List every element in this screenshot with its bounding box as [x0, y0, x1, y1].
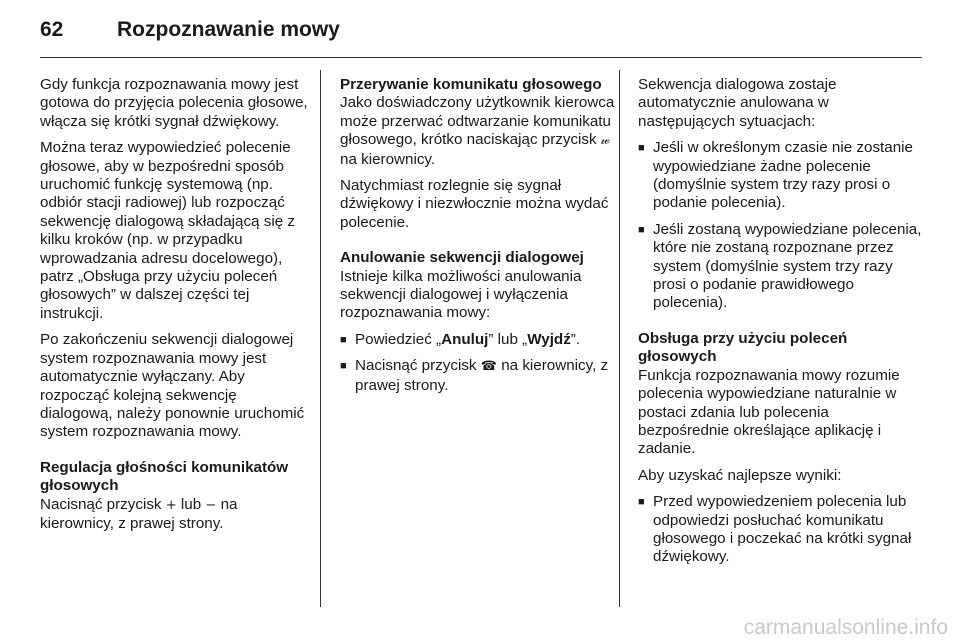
paragraph: Sekwencja dialogowa zostaje automatycznie anulowana w następujących sytuacjach: — [638, 76, 837, 130]
list-item: ■ Nacisnąć przycisk ☎ na kierownicy, z prawej strony. — [340, 357, 615, 395]
column-right — [638, 76, 923, 575]
column-divider — [320, 70, 321, 607]
phone-end-icon: ☎ — [480, 359, 497, 375]
plus-icon: + — [165, 497, 177, 513]
list-item: ■ Powiedzieć „Anuluj” lub „Wyjdź”. — [340, 331, 615, 349]
bullet-list — [638, 139, 923, 313]
column-divider — [619, 70, 620, 607]
paragraph: Nacisnąć przycisk + lub − na kierownicy, z prawej strony. — [40, 495, 238, 532]
section-heading: Regulacja głośności komunikatów głosowych — [40, 458, 289, 495]
voice-control-icon: 𝓌 — [600, 133, 610, 149]
bullet-list — [340, 331, 615, 395]
bullet-list — [638, 493, 923, 567]
minus-icon: − — [205, 497, 217, 513]
page-header — [40, 18, 920, 48]
paragraph: Gdy funkcja rozpoznawania mowy jest gotowa do przyjęcia polecenia głosowe, włącza się krótki sygnał dźwiękowy. — [40, 76, 308, 130]
list-item: ■ Przed wypowiedzeniem polecenia lub odpowiedzi posłuchać komunikatu głosowego i poczekać na krótki sygnał dźwiękowy. — [638, 493, 923, 567]
watermark: carmanualsonline.info — [743, 616, 948, 639]
paragraph: Istnieje kilka możliwości anulowania sekwencji dialogowej i wyłączenia rozpoznawania mowy: — [340, 267, 582, 322]
page-title: Rozpoznawanie mowy — [117, 18, 340, 41]
paragraph: Aby uzyskać najlepsze wyniki: — [638, 466, 842, 484]
column-left — [40, 76, 310, 541]
paragraph: Natychmiast rozlegnie się sygnał dźwiękowy i niezwłocznie można wydać polecenie. — [340, 177, 609, 231]
paragraph: Po zakończeniu sekwencji dialogowej system rozpoznawania mowy jest automatycznie wyłączany. Aby rozpocząć kolejną sekwencję dialogową, należy ponownie uruchomić system rozpoznawania mowy. — [40, 331, 305, 441]
list-item: ■ Jeśli w określonym czasie nie zostanie wypowiedziane żadne polecenie (domyślnie system trzy razy prosi o podanie polecenia). — [638, 139, 923, 213]
section-heading: Anulowanie sekwencji dialogowej — [340, 249, 584, 267]
page-number: 62 — [40, 18, 64, 41]
section-heading: Obsługa przy użyciu poleceń głosowych — [638, 329, 848, 366]
paragraph: Funkcja rozpoznawania mowy rozumie polecenia wypowiedziane naturalnie w postaci zdania lub polecenia bezpośrednie określające aplikację i zadanie. — [638, 366, 900, 458]
paragraph: Jako doświadczony użytkownik kierowca może przerwać odtwarzanie komunikatu głosowego, krótko naciskając przycisk 𝓌 na kierownicy. — [340, 94, 615, 168]
list-item: ■ Jeśli zostaną wypowiedziane polecenia, które nie zostaną rozpoznane przez system (domyślnie system trzy razy prosi o podanie prawidłowego polecenia). — [638, 221, 923, 313]
column-middle — [340, 76, 615, 403]
header-rule — [40, 57, 922, 58]
paragraph: Można teraz wypowiedzieć polecenie głosowe, aby w bezpośredni sposób uruchomić funkcję systemową (np. odbiór stacji radiowej) lub rozpocząć sekwencję dialogową składającą się z kilku kroków (np. w przypadku wprowadzania adresu docelowego), patrz „Obsługa przy użyciu poleceń głosowych” w dalszej części tej instrukcji. — [40, 139, 295, 322]
section-heading: Przerywanie komunikatu głosowego — [340, 76, 602, 93]
